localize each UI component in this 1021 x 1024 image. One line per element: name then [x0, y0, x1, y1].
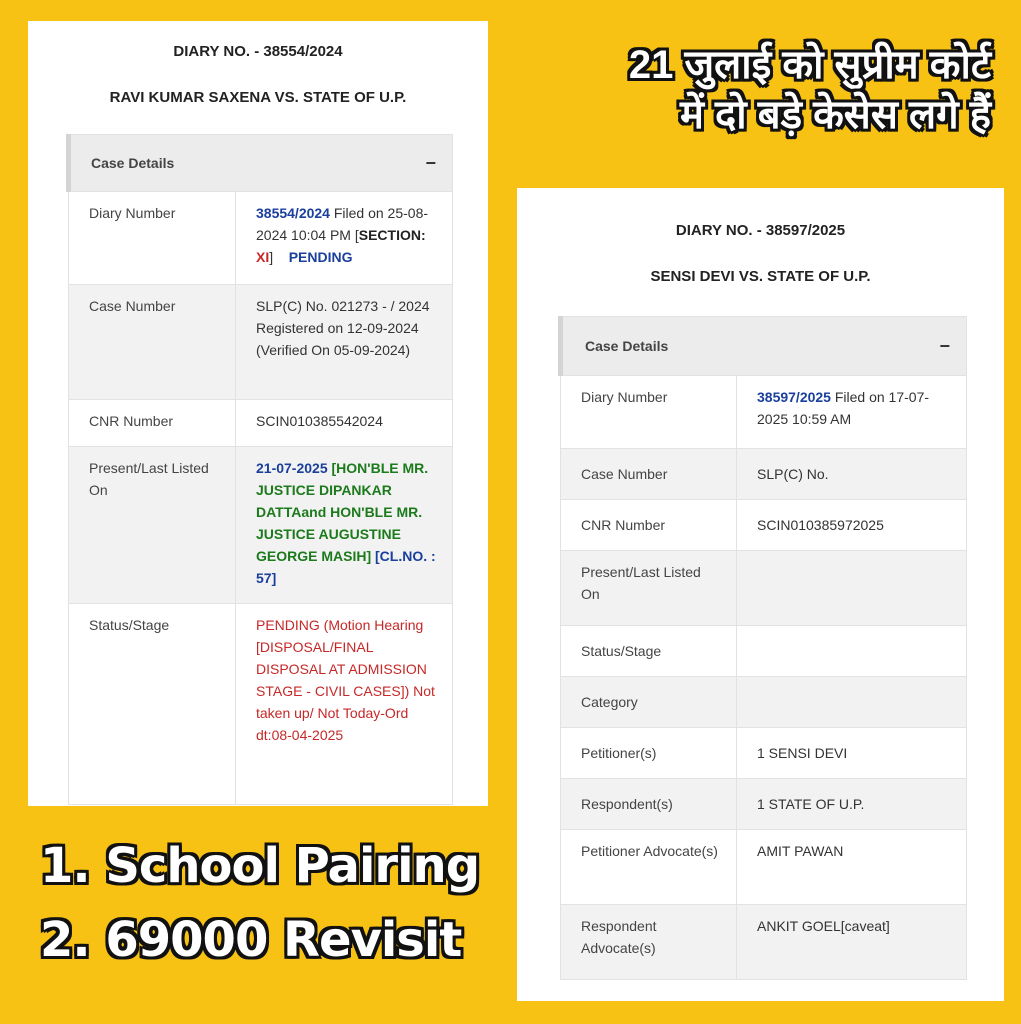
table-row-respondent-advocate [561, 905, 967, 980]
table-row-case-number [69, 285, 453, 400]
row-value [236, 447, 453, 604]
listed-clno: [CL.NO. : 57] [256, 548, 436, 586]
headline-line-1: 21 जुलाई को सुप्रीम कोर्ट [628, 43, 991, 87]
case-details-header[interactable] [561, 317, 967, 376]
table-row-case-number [561, 449, 967, 500]
table-row-petitioner [561, 728, 967, 779]
petitioner-value: 1 SENSI DEVI [737, 728, 967, 779]
status-value [737, 626, 967, 677]
row-label: Category [561, 677, 737, 728]
petitioner-advocate-value: AMIT PAWAN [737, 830, 967, 905]
case-parties: SENSI DEVI VS. STATE OF U.P. [650, 268, 871, 285]
row-label: Diary Number [561, 376, 737, 449]
status-badge: PENDING [288, 249, 353, 265]
listed-date: 21-07-2025 [256, 460, 328, 476]
table-row-status [561, 626, 967, 677]
cnr-value: SCIN010385542024 [236, 400, 453, 447]
case-parties: RAVI KUMAR SAXENA VS. STATE OF U.P. [109, 89, 407, 106]
table-row-diary [69, 192, 453, 285]
cnr-value: SCIN010385972025 [737, 500, 967, 551]
list-item-2: 2. 69000 Revisit [40, 912, 462, 968]
section-value: XI [256, 249, 270, 265]
row-label: CNR Number [561, 500, 737, 551]
row-label: Diary Number [69, 192, 236, 285]
row-label: Present/Last Listed On [561, 551, 737, 626]
listed-bench: [HON'BLE MR. JUSTICE DIPANKAR DATTAand HON'BLE MR. JUSTICE AUGUSTINE GEORGE MASIH] [256, 460, 429, 564]
status-value: PENDING (Motion Hearing [DISPOSAL/FINAL DISPOSAL AT ADMISSION STAGE - CIVIL CASES]) Not taken up/ Not Today-Ord dt:08-04-2025 [236, 604, 453, 805]
case-details-header[interactable] [69, 135, 453, 192]
diary-title: DIARY NO. - 38554/2024 [173, 43, 343, 60]
row-label: CNR Number [69, 400, 236, 447]
case-details-table [66, 134, 453, 805]
table-row-cnr [69, 400, 453, 447]
listed-value [737, 551, 967, 626]
row-label: Status/Stage [69, 604, 236, 805]
table-row-cnr [561, 500, 967, 551]
section-label: SECTION: [358, 227, 426, 243]
row-label: Petitioner Advocate(s) [561, 830, 737, 905]
respondent-advocate-value: ANKIT GOEL[caveat] [737, 905, 967, 980]
diary-title: DIARY NO. - 38597/2025 [675, 222, 846, 239]
row-label: Respondent(s) [561, 779, 737, 830]
headline [505, 40, 991, 140]
diary-number-link[interactable]: 38597/2025 [757, 389, 831, 405]
collapse-icon[interactable]: − [939, 336, 951, 356]
case-number-value: SLP(C) No. 021273 - / 2024 Registered on 12-09-2024 [256, 298, 430, 336]
headline-line-2: में दो बड़े केसेस लगे हैं [679, 93, 991, 137]
filed-text: Filed on 17-07-2025 10:59 AM [757, 389, 930, 427]
row-value [236, 285, 453, 400]
row-label: Case Number [561, 449, 737, 500]
diary-number-link[interactable]: 38554/2024 [256, 205, 330, 221]
row-label: Petitioner(s) [561, 728, 737, 779]
list-item-1: 1. School Pairing [40, 838, 480, 894]
case-number-value: SLP(C) No. [737, 449, 967, 500]
row-value [737, 376, 967, 449]
verified-value: (Verified On 05-09-2024) [256, 342, 411, 358]
table-row-category [561, 677, 967, 728]
category-value [737, 677, 967, 728]
row-label: Present/Last Listed On [69, 447, 236, 604]
table-row-listed [69, 447, 453, 604]
case-details-table [558, 316, 967, 980]
table-row-status [69, 604, 453, 805]
table-row-listed [561, 551, 967, 626]
section-close: ] [269, 249, 274, 265]
case-details-title: Case Details [91, 155, 175, 171]
table-row-diary [561, 376, 967, 449]
case-card-sensi-devi [517, 188, 1004, 1001]
case-details-title: Case Details [585, 338, 669, 354]
table-row-petitioner-advocate [561, 830, 967, 905]
table-row-respondent [561, 779, 967, 830]
filed-text: Filed on 25-08-2024 10:04 PM [ [256, 205, 429, 243]
row-label: Case Number [69, 285, 236, 400]
row-label: Status/Stage [561, 626, 737, 677]
row-label: Respondent Advocate(s) [561, 905, 737, 980]
row-value [236, 192, 453, 285]
case-card-ravi-kumar [28, 21, 488, 806]
respondent-value: 1 STATE OF U.P. [737, 779, 967, 830]
collapse-icon[interactable]: − [425, 153, 437, 173]
